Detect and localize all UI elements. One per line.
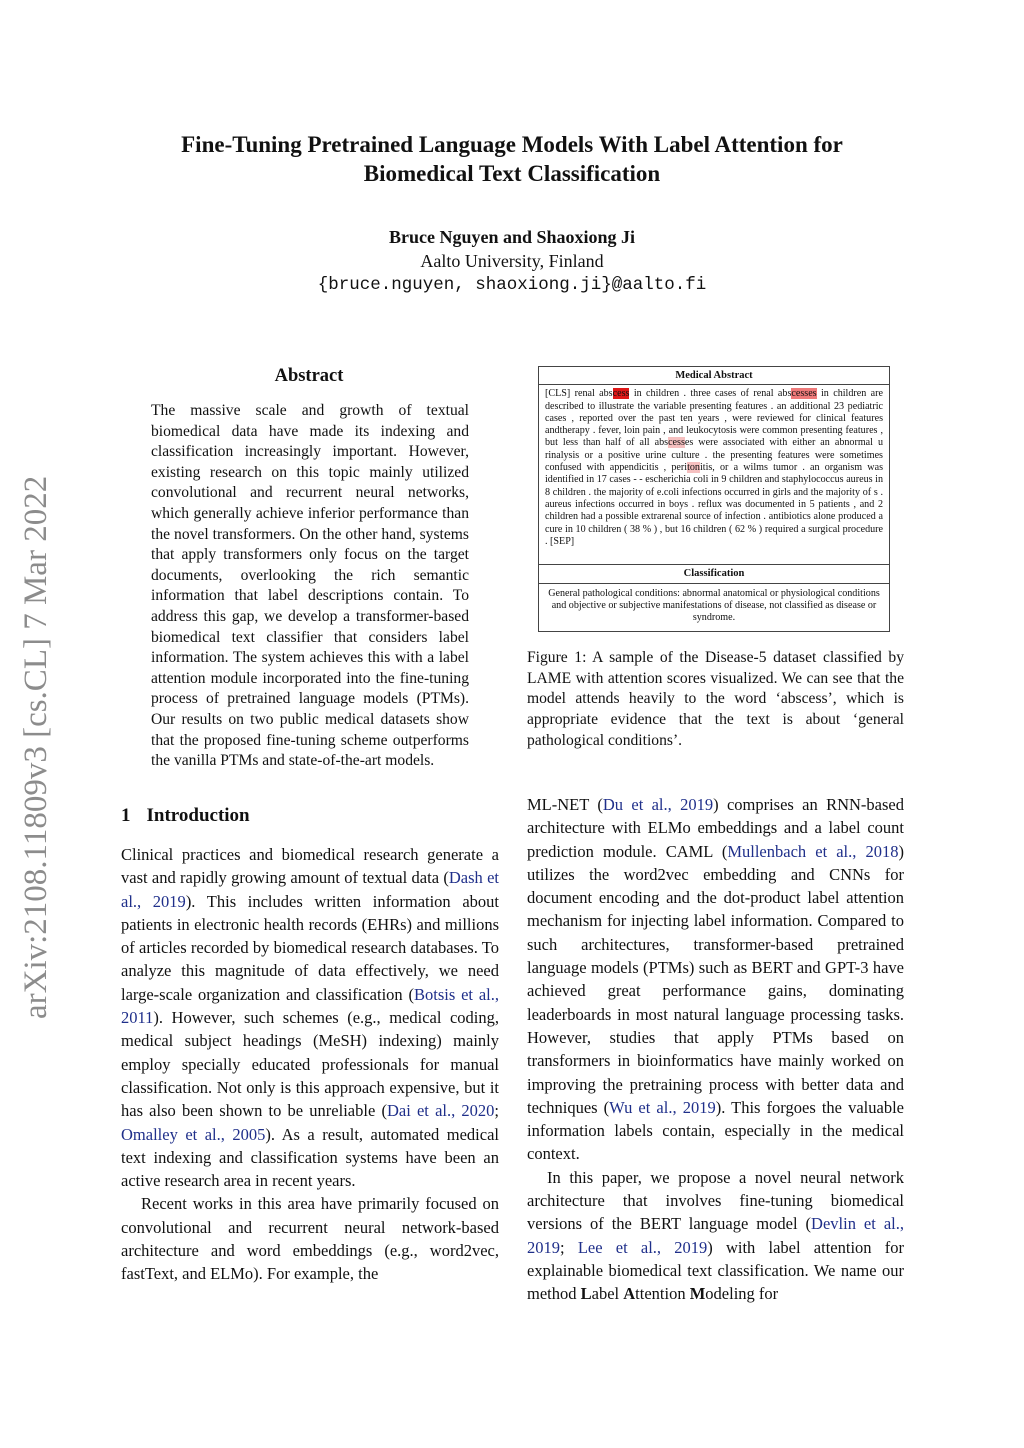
acronym-letter: L (580, 1284, 592, 1304)
text-run: ) comprises an RNN-based architecture with ELMo embeddings and a label count prediction module. CAML ( (527, 795, 904, 861)
citation-link[interactable]: Dai et al., 2020 (386, 1101, 495, 1121)
author-emails: {bruce.nguyen, shaoxiong.ji}@aalto.fi (317, 275, 707, 295)
affiliation: Aalto University, Finland (420, 251, 604, 271)
intro-paragraph-2: Recent works in this area have primarily focused on convolutional and recurrent neural network-based architecture and word embeddings (e.g., word2vec, fastText, and ELMo). For example, the (121, 1194, 499, 1284)
citation-link[interactable]: Du et al., 2019 (602, 795, 714, 814)
authors: Bruce Nguyen and Shaoxiong Ji (388, 227, 636, 247)
citation-link[interactable]: Lee et al., 2019 (577, 1237, 708, 1257)
text-run: Clinical practices and biomedical research generate a vast and rapidly growing amount of textual data ( (121, 845, 499, 888)
figure-classification-text: General pathological conditions: abnormal anatomical or physiological conditions and objective or subjective manifestations of disease, not classified as disease or syndrome. (548, 587, 880, 624)
citation-link[interactable]: Devlin et al., 2019 (527, 1214, 904, 1257)
text-run: ). As a result, automated medical text indexing and classification systems have been an active research area in recent years. (121, 1124, 499, 1191)
arxiv-identifier: arXiv:2108.11809v3 [cs.CL] 7 Mar 2022 (18, 475, 54, 1020)
intro-column-left (121, 843, 499, 1286)
fig-text-part: abs (599, 388, 613, 400)
abstract-heading: Abstract (274, 366, 344, 386)
text-run: ) with label attention for explainable biomedical text classification. We name our method (527, 1237, 905, 1304)
citation-link[interactable]: Omalley et al., 2005 (121, 1124, 266, 1144)
figure-caption: Figure 1: A sample of the Disease-5 dataset classified by LAME with attention scores visualized. We can see that the model attends heavily to the word ‘abscess’, which is appropriate evidence that the text is about ‘general pathological conditions’. (527, 649, 904, 749)
attention-highlight: cess (612, 388, 630, 400)
attention-highlight: cess (668, 437, 685, 449)
text-run: ; (494, 1101, 499, 1121)
text-run: ) utilizes the word2vec embedding and CNNs for document encoding and the dot-product label attention mechanism for injecting label information. Compared to such architectures, transformer-based pretrained language models (PTMs) such as BERT and GPT-3 have achieved great performance gains, dominating leaderboards in most natural language processing tasks. However, studies that apply PTMs based on transformers in bioinformatics have mainly worked on improving the pretraining process with better data and techniques ( (527, 841, 904, 1117)
citation-link[interactable]: Dash et al., 2019 (121, 868, 499, 911)
text-run: In this paper, we propose a novel neural network architecture that involves fine-tuning biomedical versions of the BERT language model ( (527, 1167, 904, 1234)
figure-abstract-text (539, 385, 889, 565)
acronym-letter: M (689, 1284, 706, 1304)
abstract-text: The massive scale and growth of textual biomedical data have made its indexing and classification increasingly important. However, existing research on this topic mainly utilized convolutional and recurrent neural networks, which generally achieve inferior performance than the novel transformers. On the other hand, systems that apply transformers only focus on the target documents, overlooking the rich semantic information that label descriptions contain. To address this gap, we develop a transformer-based biomedical text classifier that considers label information. The system achieves this with a label attention module incorporated into the fine-tuning process of pretrained language models (PTMs). Our results on two public medical datasets show that the proposed fine-tuning scheme outperforms the vanilla PTMs and state-of-the-art models. (151, 402, 469, 770)
fig-text-part: in children are described to illustrate the variable presenting features . an additional 23 pediatric cases , reported over the past ten years , were reviewed for clinical features andtherapy . fever, loin pain , and leukocytosis were common presenting features , but less than half of all (545, 388, 883, 449)
text-run: abel (591, 1284, 624, 1304)
fig-text-part: in children . three cases of renal (629, 388, 778, 400)
figure-1 (538, 366, 890, 632)
fig-text-part: itis, or a wilms tumor . an organism was identified in 17 cases - - escherichia coli in 9 children and staphylococcus aureus in 8 children . the majority of e.coli infections occurred in girls and the majority of s . aureus infections occurred in boys . reflux was documented in 5 patients , and 2 children had a possible extrarenal source of infection . antibiotics alone produced a cure in 10 children ( 38 % ) , but 16 children ( 62 % ) required a surgical procedure . [SEP] (545, 462, 883, 547)
text-run: ML-NET ( (527, 795, 603, 814)
text-run: ; (560, 1237, 578, 1257)
citation-link[interactable]: Mullenbach et al., 2018 (727, 841, 899, 861)
fig-text-part: were associated with either an abnormal u rinalysis or a positive urine culture . the presenting features were sometimes confused with appendicitis , peri (545, 437, 883, 474)
attention-highlight: ton (687, 462, 700, 474)
text-run: ). This includes written information about patients in electronic health records (EHRs) and millions of articles recorded by biomedical research databases. To analyze this magnitude of data effectively, we need large-scale organization and classification ( (121, 891, 499, 1004)
attention-highlight: cesses (791, 388, 817, 400)
fig-text-part: [CLS] renal (545, 388, 600, 400)
acronym-letter: A (623, 1284, 636, 1304)
intro-column-right (527, 793, 904, 1306)
fig-text-part: abs (777, 388, 792, 400)
intro-paragraph-2-continued (527, 793, 904, 1166)
title-line-1: Fine-Tuning Pretrained Language Models With Label Attention for (181, 132, 843, 157)
section-title: Introduction (146, 805, 250, 826)
text-run: odeling for (705, 1284, 779, 1304)
section-heading-introduction (121, 805, 250, 827)
paper-title (100, 130, 924, 188)
fig-text-part: abs (654, 437, 669, 449)
figure-medical-abstract-heading: Medical Abstract (539, 367, 889, 385)
citation-link[interactable]: Botsis et al., 2011 (121, 984, 499, 1028)
section-number: 1 (121, 805, 131, 826)
citation-link[interactable]: Wu et al., 2019 (609, 1097, 716, 1117)
text-run: ). This forgoes the valuable information labels contain, especially in the medical context. (527, 1097, 904, 1164)
title-line-2: Biomedical Text Classification (363, 161, 661, 186)
text-run: ttention (635, 1284, 690, 1304)
text-run: ). However, such schemes (e.g., medical coding, medical subject headings (MeSH) indexing) mainly employ specially educated professionals for manual classification. Not only is this approach expensive, but it has also been shown to be unreliable ( (121, 1008, 499, 1121)
intro-paragraph-3 (527, 1166, 904, 1306)
fig-text-part: es (684, 437, 694, 449)
figure-classification-heading: Classification (539, 565, 889, 583)
intro-paragraph-1 (121, 843, 499, 1192)
